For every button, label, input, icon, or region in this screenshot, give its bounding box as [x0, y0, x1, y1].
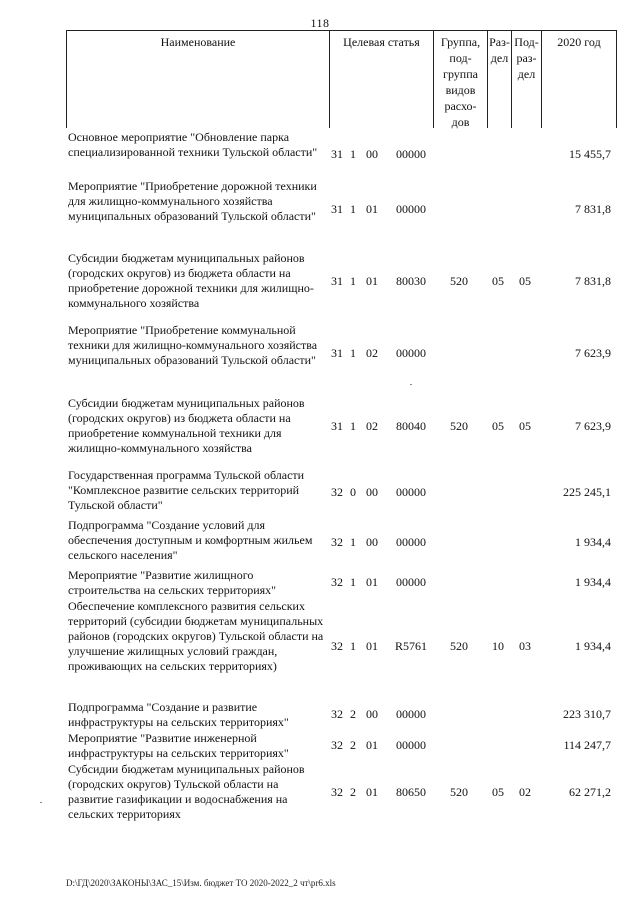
scan-speck: [410, 384, 412, 385]
row-subprogram: 1: [350, 346, 356, 360]
row-main-activity: 00: [366, 147, 378, 161]
row-amount: 223 310,7: [563, 707, 611, 721]
row-name: Основное мероприятие "Обновление парка специализированной техники Тульской области": [68, 130, 318, 159]
table-row: [66, 762, 615, 824]
header-razdel: Раз-дел: [487, 31, 511, 128]
row-direction: R5761: [394, 639, 427, 653]
row-direction: 00000: [396, 535, 426, 549]
row-main-activity: 01: [366, 785, 378, 799]
row-amount: 225 245,1: [563, 485, 611, 499]
row-razdel: 10: [492, 639, 504, 653]
row-subprogram: 1: [350, 147, 356, 161]
header-name: Наименование: [160, 35, 236, 49]
row-group: 520: [450, 785, 468, 799]
row-amount: 7 831,8: [575, 202, 611, 216]
table-row: [66, 468, 615, 516]
row-program: 32: [331, 575, 343, 589]
row-program: 31: [331, 346, 343, 360]
table-row: [66, 396, 615, 458]
row-program: 31: [331, 419, 343, 433]
row-direction: 00000: [396, 738, 426, 752]
row-program: 32: [331, 738, 343, 752]
header-target: Целевая статья: [329, 31, 433, 128]
row-podrazdel: 05: [519, 274, 531, 288]
row-name: Мероприятие "Приобретение дорожной техники для жилищно-коммунального хозяйства муниципальных образований Тульской области": [68, 179, 317, 223]
row-razdel: 05: [492, 785, 504, 799]
row-main-activity: 01: [366, 202, 378, 216]
row-amount: 7 831,8: [575, 274, 611, 288]
row-group: 520: [450, 274, 468, 288]
row-main-activity: 01: [366, 274, 378, 288]
row-amount: 7 623,9: [575, 346, 611, 360]
table-row: [66, 179, 615, 241]
row-subprogram: 1: [350, 535, 356, 549]
row-program: 31: [331, 147, 343, 161]
header-year: 2020 год: [541, 31, 616, 128]
row-podrazdel: 03: [519, 639, 531, 653]
row-subprogram: 1: [350, 419, 356, 433]
table-header: [66, 30, 617, 128]
row-razdel: 05: [492, 274, 504, 288]
row-name: Подпрограмма "Создание условий для обеспечения доступным и комфортным жильем сельского населения": [68, 518, 313, 562]
row-podrazdel: 02: [519, 785, 531, 799]
table-row: [66, 568, 615, 600]
row-name: Подпрограмма "Создание и развитие инфраструктуры на сельских территориях": [68, 700, 289, 729]
table-row: [66, 251, 615, 313]
table-row: [66, 130, 615, 178]
page-number: 118: [310, 16, 330, 30]
row-main-activity: 01: [366, 639, 378, 653]
row-direction: 80040: [396, 419, 426, 433]
row-main-activity: 01: [366, 575, 378, 589]
scan-speck: [40, 802, 42, 803]
row-subprogram: 2: [350, 785, 356, 799]
row-name: Обеспечение комплексного развития сельских территорий (субсидии бюджетам муниципальных районов (городских округов) Тульской области на улучшение жилищных условий граждан, проживающих на сельских территориях): [68, 599, 324, 673]
row-subprogram: 1: [350, 575, 356, 589]
row-name: Мероприятие "Развитие инженерной инфраструктуры на сельских территориях": [68, 731, 289, 760]
row-direction: 80650: [396, 785, 426, 799]
table-row: [66, 323, 615, 385]
row-razdel: 05: [492, 419, 504, 433]
row-subprogram: 0: [350, 485, 356, 499]
row-group: 520: [450, 639, 468, 653]
row-program: 32: [331, 485, 343, 499]
row-program: 32: [331, 707, 343, 721]
row-main-activity: 00: [366, 707, 378, 721]
row-direction: 00000: [396, 147, 426, 161]
table-row: [66, 731, 615, 763]
table-row: [66, 518, 615, 566]
row-name: Мероприятие "Развитие жилищного строительства на сельских территориях": [68, 568, 277, 597]
row-name: Субсидии бюджетам муниципальных районов (городских округов) из бюджета области на приобретение дорожной техники для жилищно-коммунального хозяйства: [68, 251, 314, 310]
row-amount: 1 934,4: [575, 639, 611, 653]
row-program: 31: [331, 274, 343, 288]
row-main-activity: 00: [366, 535, 378, 549]
row-main-activity: 02: [366, 346, 378, 360]
table-row: [66, 599, 615, 693]
row-main-activity: 01: [366, 738, 378, 752]
row-direction: 00000: [396, 575, 426, 589]
row-group: 520: [450, 419, 468, 433]
row-subprogram: 2: [350, 707, 356, 721]
row-amount: 15 455,7: [569, 147, 611, 161]
row-direction: 00000: [396, 707, 426, 721]
row-program: 31: [331, 202, 343, 216]
row-direction: 00000: [396, 202, 426, 216]
header-group: Группа, под-группа видов расхо-дов: [433, 31, 487, 128]
row-direction: 80030: [396, 274, 426, 288]
row-direction: 00000: [396, 346, 426, 360]
row-main-activity: 02: [366, 419, 378, 433]
row-subprogram: 2: [350, 738, 356, 752]
row-name: Субсидии бюджетам муниципальных районов (городских округов) из бюджета области на приобретение коммунальной техники для жилищно-коммунального хозяйства: [68, 396, 305, 455]
row-amount: 7 623,9: [575, 419, 611, 433]
row-amount: 1 934,4: [575, 575, 611, 589]
row-program: 32: [331, 785, 343, 799]
row-direction: 00000: [396, 485, 426, 499]
row-amount: 62 271,2: [569, 785, 611, 799]
table-row: [66, 700, 615, 732]
row-name: Субсидии бюджетам муниципальных районов (городских округов) Тульской области на развитие газификации и водоснабжения на сельских территориях: [68, 762, 305, 821]
row-amount: 1 934,4: [575, 535, 611, 549]
row-name: Мероприятие "Приобретение коммунальной техники для жилищно-коммунального хозяйства муниципальных образований Тульской области": [68, 323, 318, 367]
row-program: 32: [331, 639, 343, 653]
row-subprogram: 1: [350, 202, 356, 216]
row-subprogram: 1: [350, 639, 356, 653]
row-program: 32: [331, 535, 343, 549]
row-main-activity: 00: [366, 485, 378, 499]
row-amount: 114 247,7: [563, 738, 611, 752]
row-subprogram: 1: [350, 274, 356, 288]
header-podrazdel: Под-раз-дел: [511, 31, 541, 128]
row-podrazdel: 05: [519, 419, 531, 433]
row-name: Государственная программа Тульской области "Комплексное развитие сельских территорий Тульской области": [68, 468, 305, 512]
file-path-footer: D:\ГД\2020\ЗАКОНЫ\ЗАС_15\Изм. бюджет ТО 2020-2022_2 чт\pr6.xls: [66, 878, 336, 888]
